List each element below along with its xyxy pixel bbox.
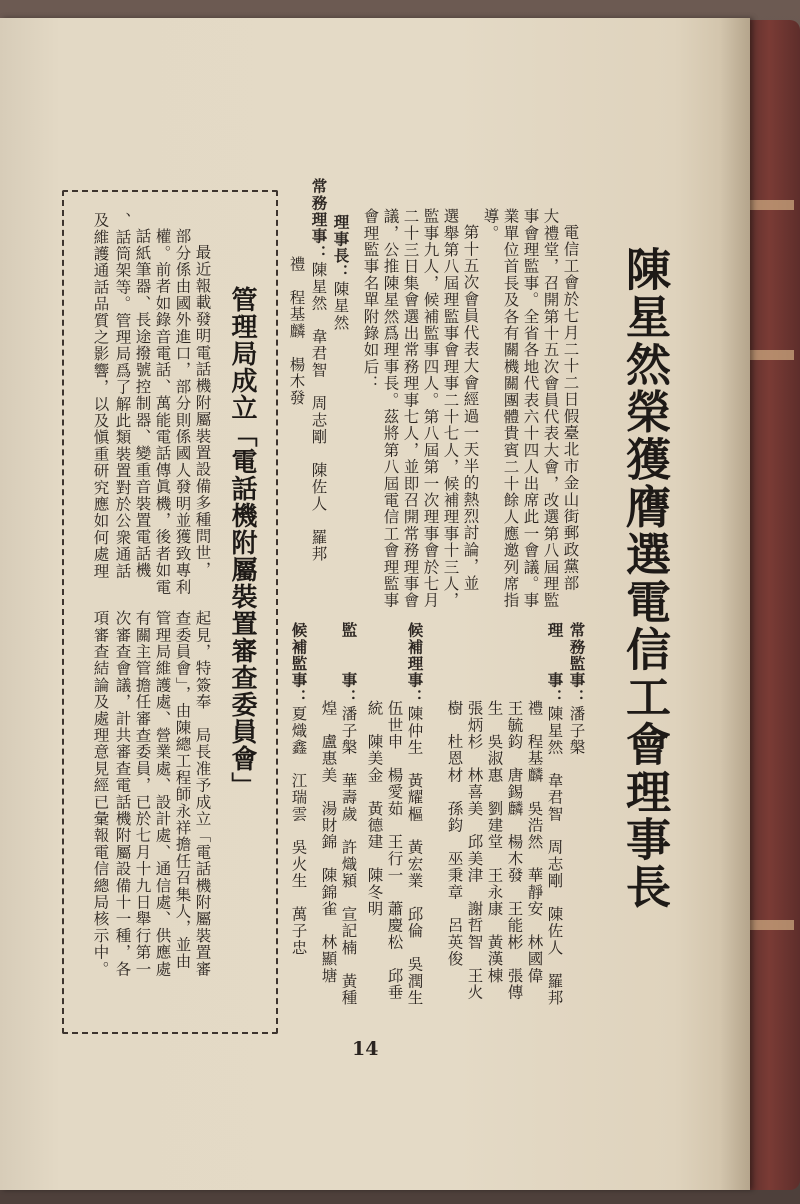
article-body-line: 業單位首長及各有關機關團體貴賓二十餘人應邀列席指 <box>501 208 520 609</box>
book-page <box>0 18 750 1190</box>
alt-supervisors-row <box>290 622 306 956</box>
notice-body-line: 最近報載發明電話機附屬裝置設備多種問世， <box>193 244 212 578</box>
book-cover-edge <box>744 20 800 1190</box>
chairman-row <box>332 214 348 331</box>
chairman-name: 陳星然 <box>331 280 350 331</box>
article-body-line: 二十三日集會選出常務理事七人，並即召開常務理事會 <box>401 208 420 609</box>
cover-band <box>750 200 794 210</box>
standing-directors-names-cont: 禮 程基麟 楊木發 <box>287 256 306 407</box>
notice-body-line: 次審查會議，計共審查電話機附屬設備十一種，各 <box>113 610 132 978</box>
notice-body-line: 查委員會」，由陳總工程師永祥擔任召集人，並由 <box>173 610 192 970</box>
article-body-line: 事會理監事。全省各地代表六十四人出席此一會議。事 <box>521 208 540 609</box>
alt-directors-label: 候補理事： <box>405 622 424 706</box>
page-number: 14 <box>352 1038 379 1060</box>
notice-body-line: 權。前者如錄音電話、萬能電話傳眞機，後者如電 <box>153 228 172 596</box>
notice-body-line: 、話筒架等。管理局爲了解此類裝置對於公衆通話 <box>113 212 132 580</box>
alt-directors-names-cont: 統 陳美金 黃德建 陳冬明 <box>365 700 384 918</box>
notice-body-line: 部分係由國外進口，部分則係國人發明並獲致專利 <box>173 228 192 596</box>
directors-names: 陳星然 韋君智 周志剛 陳佐人 羅邦 <box>545 705 564 1007</box>
alt-supervisors-names: 夏熾鑫 江瑞雲 吳火生 萬子忠 <box>289 705 308 956</box>
supervisors-names-cont: 煌 盧惠美 湯財錦 陳錦雀 林顯塘 <box>319 700 338 984</box>
alt-directors-names: 陳仲生 黃耀樞 黃宏業 邱倫 吳潤生 <box>405 705 424 1007</box>
article-body-line: 議，公推陳星然爲理事長。茲將第八屆電信工會理監事 <box>381 208 400 609</box>
directors-row <box>546 622 562 1006</box>
directors-names-cont: 禮 程基麟 吳浩然 華靜安 林國偉 <box>525 700 544 984</box>
notice-body-line: 管理局維護處、營業處、設計處、通信處、供應處 <box>153 610 172 978</box>
standing-directors-row <box>310 178 326 562</box>
directors-names-cont: 張炳杉 林喜美 邱美津 謝哲智 王火 <box>465 700 484 1001</box>
article-title: 陳星然榮獲膺選電信工會理事長 <box>618 246 671 911</box>
alt-supervisors-label: 候補監事： <box>289 622 308 706</box>
chairman-label: 理事長： <box>331 214 350 281</box>
article-body-line: 導。 <box>481 208 500 242</box>
notice-body-line: 話紙筆器、長途撥號控制器、變重音裝置電話機 <box>133 228 152 579</box>
article-body-line: 監事九人，候補監事四人。第八屆第一次理事會於七月 <box>421 208 440 609</box>
article-body-line: 電信工會於七月二十二日假臺北市金山街郵政黨部 <box>561 224 580 592</box>
standing-supervisor-name: 潘子槃 <box>567 705 586 756</box>
directors-label: 理 事： <box>545 622 564 706</box>
supervisors-label: 監 事： <box>339 622 358 706</box>
directors-names-cont: 樹 杜恩材 孫鈞 巫秉章 呂英俊 <box>445 700 464 968</box>
article-body-line: 會理監事名單附錄如后： <box>361 208 380 392</box>
cover-band <box>750 920 794 930</box>
alt-directors-row <box>406 622 422 1006</box>
standing-directors-label: 常務理事： <box>309 178 328 262</box>
notice-body-line: 項審查結論及處理意見經已彙報電信總局核示中。 <box>91 610 110 978</box>
standing-supervisor-row <box>568 622 584 756</box>
notice-title: 管理局成立「電話機附屬裝置審查委員會」 <box>227 286 257 799</box>
notice-body-line: 及維護通話品質之影響，以及愼重研究應如何處理 <box>91 212 110 580</box>
supervisors-names: 潘子槃 華壽歲 許熾潁 宣記楠 黃種 <box>339 705 358 1007</box>
article-body-line: 第十五次會員代表大會經過一天半的熱烈討論，並 <box>461 224 480 592</box>
standing-directors-names: 陳星然 韋君智 周志剛 陳佐人 羅邦 <box>309 261 328 563</box>
alt-directors-names-cont: 伍世申 楊愛茹 王行一 蕭慶松 邱垂 <box>385 700 404 1001</box>
standing-supervisor-label: 常務監事： <box>567 622 586 706</box>
notice-body-line: 有關主管擔任審查委員，已於七月十九日舉行第一 <box>133 610 152 978</box>
supervisors-row <box>340 622 356 1006</box>
directors-names-cont: 王毓鈞 唐錫麟 楊木發 王能彬 張傳 <box>505 700 524 1001</box>
article-body-line: 大禮堂，召開第十五次會員代表大會，改選第八屆理監 <box>541 208 560 609</box>
directors-names-cont: 生 吳淑惠 劉建堂 王永康 黃漢棟 <box>485 700 504 984</box>
cover-band <box>750 350 794 360</box>
notice-body-line: 起見，特簽奉 局長准予成立「電話機附屬裝置審 <box>193 610 212 978</box>
article-body-line: 選舉第八屆理監事會理事二十七人，候補理事十三人， <box>441 208 460 609</box>
